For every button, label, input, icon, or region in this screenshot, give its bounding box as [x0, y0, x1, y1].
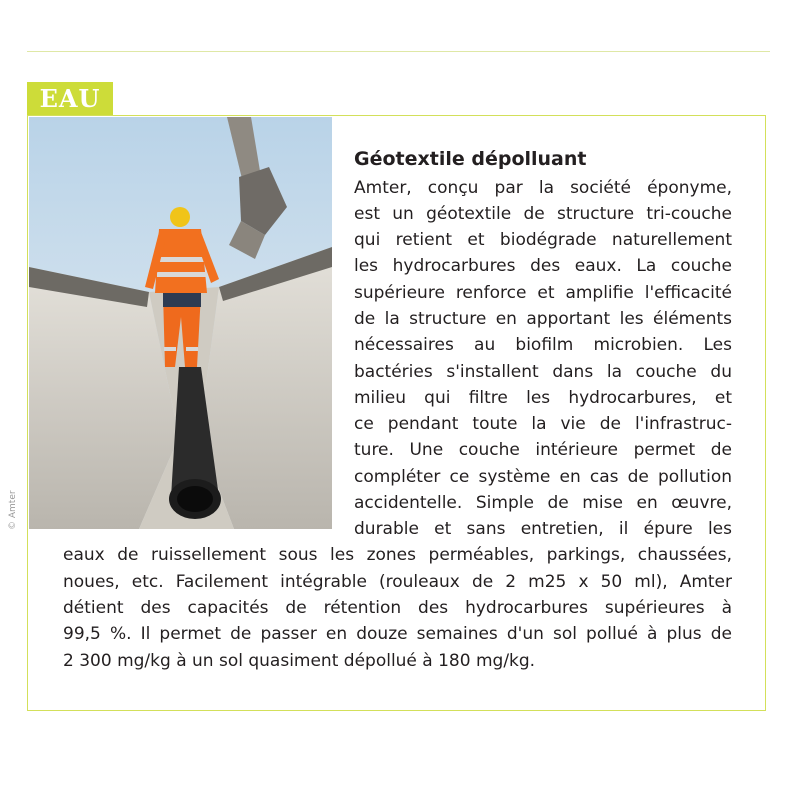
body-line: Amter, conçu par la société éponyme, [354, 178, 732, 198]
body-line: 99,5 %. Il permet de passer en douze semaines d'un sol pollué à plus de [63, 624, 732, 644]
section-tag: EAU [27, 82, 113, 115]
body-line: noues, etc. Facilement intégrable (rouleaux de 2 m25 x 50 ml), Amter [63, 572, 732, 592]
top-divider [27, 51, 770, 52]
body-line: détient des capacités de rétention des hydrocarbures supérieures à [63, 598, 732, 618]
body-line: est un géotextile de structure tri-couche [354, 204, 732, 224]
photo-credit: © Amter [8, 490, 18, 530]
body-line: accidentelle. Simple de mise en œuvre, [354, 493, 732, 513]
body-line: ture. Une couche intérieure permet de [354, 440, 732, 460]
body-line: 2 300 mg/kg à un sol quasiment dépollué à 180 mg/kg. [63, 651, 536, 671]
body-line: milieu qui filtre les hydrocarbures, et [354, 388, 732, 408]
body-line: nécessaires au biofilm microbien. Les [354, 335, 732, 355]
article-photo [29, 117, 332, 529]
body-line: eaux de ruissellement sous les zones perméables, parkings, chaussées, [63, 545, 732, 565]
trench-worker-pipe-photo [29, 117, 332, 529]
body-line: qui retient et biodégrade naturellement [354, 230, 732, 250]
body-line: de la structure en apportant les éléments [354, 309, 732, 329]
body-line: compléter ce système en cas de pollution [354, 467, 732, 487]
body-line: ce pendant toute la vie de l'infrastruc- [354, 414, 732, 434]
article-title: Géotextile dépolluant [354, 148, 587, 170]
body-line: supérieure renforce et amplifie l'efficacité [354, 283, 732, 303]
body-line: les hydrocarbures des eaux. La couche [354, 256, 732, 276]
body-line: durable et sans entretien, il épure les [354, 519, 732, 539]
body-line: bactéries s'installent dans la couche du [354, 362, 732, 382]
